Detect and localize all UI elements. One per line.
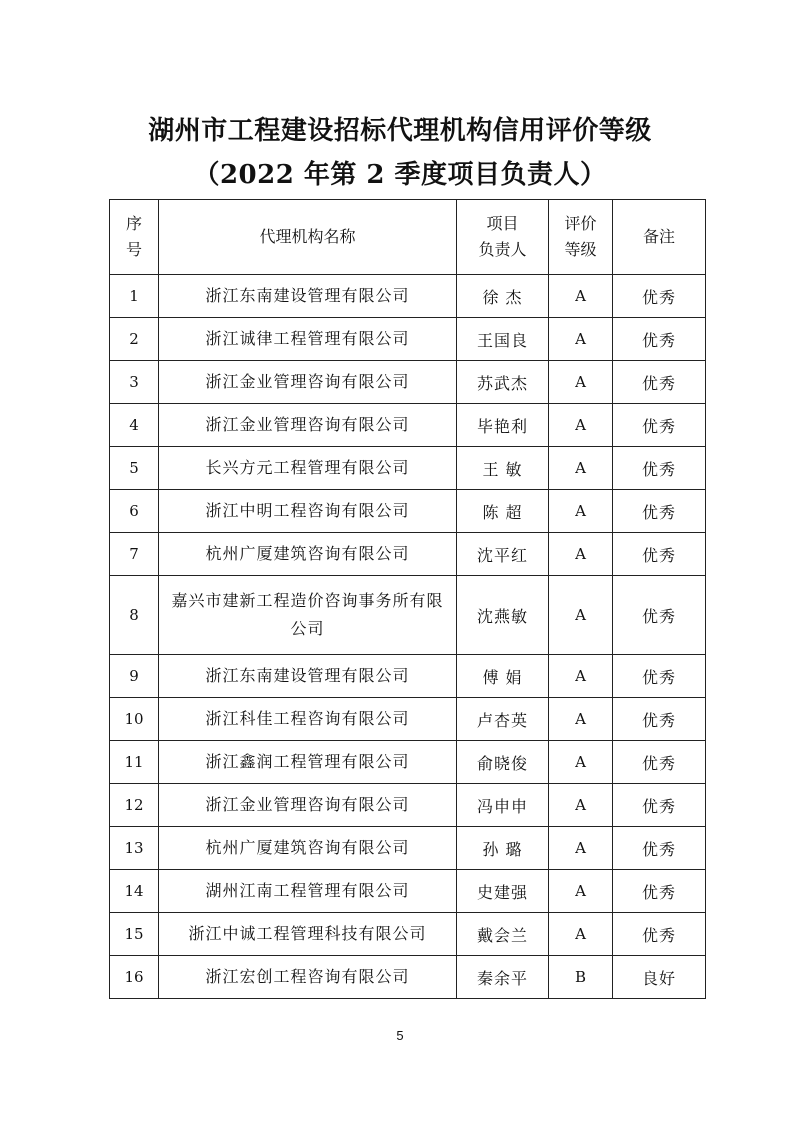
rating-remark: 优秀 xyxy=(613,698,706,741)
rating-remark: 优秀 xyxy=(613,655,706,698)
agency-name xyxy=(159,913,457,956)
project-leader: 史建强 xyxy=(457,870,549,913)
table-row xyxy=(110,870,706,913)
agency-name xyxy=(159,533,457,576)
rating-remark: 优秀 xyxy=(613,741,706,784)
table-row xyxy=(110,404,706,447)
table-row xyxy=(110,576,706,655)
header-remark-label: 备注 xyxy=(642,227,675,246)
project-leader: 冯申申 xyxy=(457,784,549,827)
credit-rating-table xyxy=(109,199,706,999)
agency-name xyxy=(159,576,457,655)
project-leader: 沈平红 xyxy=(457,533,549,576)
agency-name-text: 浙江科佳工程咨询有限公司 xyxy=(205,709,410,728)
agency-name-text: 湖州江南工程管理有限公司 xyxy=(205,881,410,900)
table-row xyxy=(110,318,706,361)
table-row xyxy=(110,361,706,404)
row-number: 7 xyxy=(110,533,159,576)
row-number: 10 xyxy=(110,698,159,741)
agency-name-text: 浙江鑫润工程管理有限公司 xyxy=(205,752,410,771)
rating-remark: 优秀 xyxy=(613,913,706,956)
rating-grade: A xyxy=(549,741,613,784)
header-person-top: 项目 xyxy=(486,214,519,233)
row-number: 16 xyxy=(110,956,159,999)
agency-name xyxy=(159,490,457,533)
agency-name-text: 浙江东南建设管理有限公司 xyxy=(205,666,410,685)
table-header-row xyxy=(110,200,706,275)
table-row xyxy=(110,655,706,698)
agency-name-text: 杭州广厦建筑咨询有限公司 xyxy=(205,838,410,857)
agency-name xyxy=(159,827,457,870)
agency-name xyxy=(159,275,457,318)
page-number: 5 xyxy=(396,1028,404,1043)
project-leader: 沈燕敏 xyxy=(457,576,549,655)
rating-remark: 优秀 xyxy=(613,490,706,533)
agency-name xyxy=(159,870,457,913)
table-row xyxy=(110,827,706,870)
agency-name-text: 浙江金业管理咨询有限公司 xyxy=(205,415,410,434)
project-leader: 孙 璐 xyxy=(457,827,549,870)
project-leader: 戴会兰 xyxy=(457,913,549,956)
rating-grade: A xyxy=(549,913,613,956)
row-number: 1 xyxy=(110,275,159,318)
rating-grade: B xyxy=(549,956,613,999)
rating-remark: 优秀 xyxy=(613,318,706,361)
table-row xyxy=(110,533,706,576)
table-row xyxy=(110,275,706,318)
agency-name-text: 长兴方元工程管理有限公司 xyxy=(205,458,410,477)
row-number: 2 xyxy=(110,318,159,361)
row-number: 4 xyxy=(110,404,159,447)
row-number: 3 xyxy=(110,361,159,404)
rating-remark: 优秀 xyxy=(613,447,706,490)
header-no-bottom: 号 xyxy=(125,240,142,259)
project-leader: 王国良 xyxy=(457,318,549,361)
agency-name xyxy=(159,447,457,490)
table-row xyxy=(110,447,706,490)
project-leader: 卢杏英 xyxy=(457,698,549,741)
row-number: 15 xyxy=(110,913,159,956)
agency-name xyxy=(159,741,457,784)
rating-grade: A xyxy=(549,275,613,318)
table-row xyxy=(110,956,706,999)
agency-name xyxy=(159,318,457,361)
project-leader: 傅 娟 xyxy=(457,655,549,698)
header-grade xyxy=(549,200,613,275)
row-number: 14 xyxy=(110,870,159,913)
agency-name-text: 浙江金业管理咨询有限公司 xyxy=(205,795,410,814)
rating-grade: A xyxy=(549,655,613,698)
agency-name xyxy=(159,361,457,404)
table-row xyxy=(110,698,706,741)
page-subtitle: （2022 年第 2 季度项目负责人） xyxy=(193,160,607,190)
header-grade-bottom: 等级 xyxy=(564,240,597,259)
project-leader: 苏武杰 xyxy=(457,361,549,404)
rating-grade: A xyxy=(549,447,613,490)
agency-name-text: 浙江中明工程咨询有限公司 xyxy=(205,501,410,520)
page-title: 湖州市工程建设招标代理机构信用评价等级 xyxy=(148,116,652,146)
rating-grade: A xyxy=(549,318,613,361)
rating-grade: A xyxy=(549,533,613,576)
agency-name-text: 杭州广厦建筑咨询有限公司 xyxy=(205,544,410,563)
row-number: 6 xyxy=(110,490,159,533)
header-grade-top: 评价 xyxy=(564,214,597,233)
header-person xyxy=(457,200,549,275)
rating-grade: A xyxy=(549,361,613,404)
project-leader: 俞晓俊 xyxy=(457,741,549,784)
project-leader: 秦余平 xyxy=(457,956,549,999)
header-name-label: 代理机构名称 xyxy=(259,227,356,246)
agency-name-text: 嘉兴市建新工程造价咨询事务所有限公司 xyxy=(171,591,444,638)
rating-remark: 优秀 xyxy=(613,533,706,576)
header-no-top: 序 xyxy=(125,214,142,233)
rating-grade: A xyxy=(549,827,613,870)
table-row xyxy=(110,913,706,956)
project-leader: 毕艳利 xyxy=(457,404,549,447)
agency-name xyxy=(159,655,457,698)
agency-name xyxy=(159,698,457,741)
rating-grade: A xyxy=(549,576,613,655)
project-leader: 王 敏 xyxy=(457,447,549,490)
table-row xyxy=(110,784,706,827)
row-number: 9 xyxy=(110,655,159,698)
row-number: 5 xyxy=(110,447,159,490)
table-row xyxy=(110,490,706,533)
header-no xyxy=(110,200,159,275)
header-person-bottom: 负责人 xyxy=(478,240,527,259)
rating-grade: A xyxy=(549,784,613,827)
rating-grade: A xyxy=(549,490,613,533)
rating-remark: 优秀 xyxy=(613,827,706,870)
row-number: 11 xyxy=(110,741,159,784)
project-leader: 陈 超 xyxy=(457,490,549,533)
rating-grade: A xyxy=(549,698,613,741)
agency-name xyxy=(159,404,457,447)
row-number: 12 xyxy=(110,784,159,827)
header-name xyxy=(159,200,457,275)
table-row xyxy=(110,741,706,784)
agency-name xyxy=(159,784,457,827)
rating-remark: 优秀 xyxy=(613,404,706,447)
rating-remark: 良好 xyxy=(613,956,706,999)
project-leader: 徐 杰 xyxy=(457,275,549,318)
agency-name-text: 浙江金业管理咨询有限公司 xyxy=(205,372,410,391)
rating-remark: 优秀 xyxy=(613,870,706,913)
rating-remark: 优秀 xyxy=(613,275,706,318)
rating-grade: A xyxy=(549,404,613,447)
rating-remark: 优秀 xyxy=(613,361,706,404)
row-number: 8 xyxy=(110,576,159,655)
rating-remark: 优秀 xyxy=(613,784,706,827)
rating-remark: 优秀 xyxy=(613,576,706,655)
agency-name-text: 浙江东南建设管理有限公司 xyxy=(205,286,410,305)
agency-name xyxy=(159,956,457,999)
agency-name-text: 浙江中诚工程管理科技有限公司 xyxy=(188,924,427,943)
row-number: 13 xyxy=(110,827,159,870)
header-remark xyxy=(613,200,706,275)
rating-grade: A xyxy=(549,870,613,913)
agency-name-text: 浙江诚律工程管理有限公司 xyxy=(205,329,410,348)
agency-name-text: 浙江宏创工程咨询有限公司 xyxy=(205,967,410,986)
